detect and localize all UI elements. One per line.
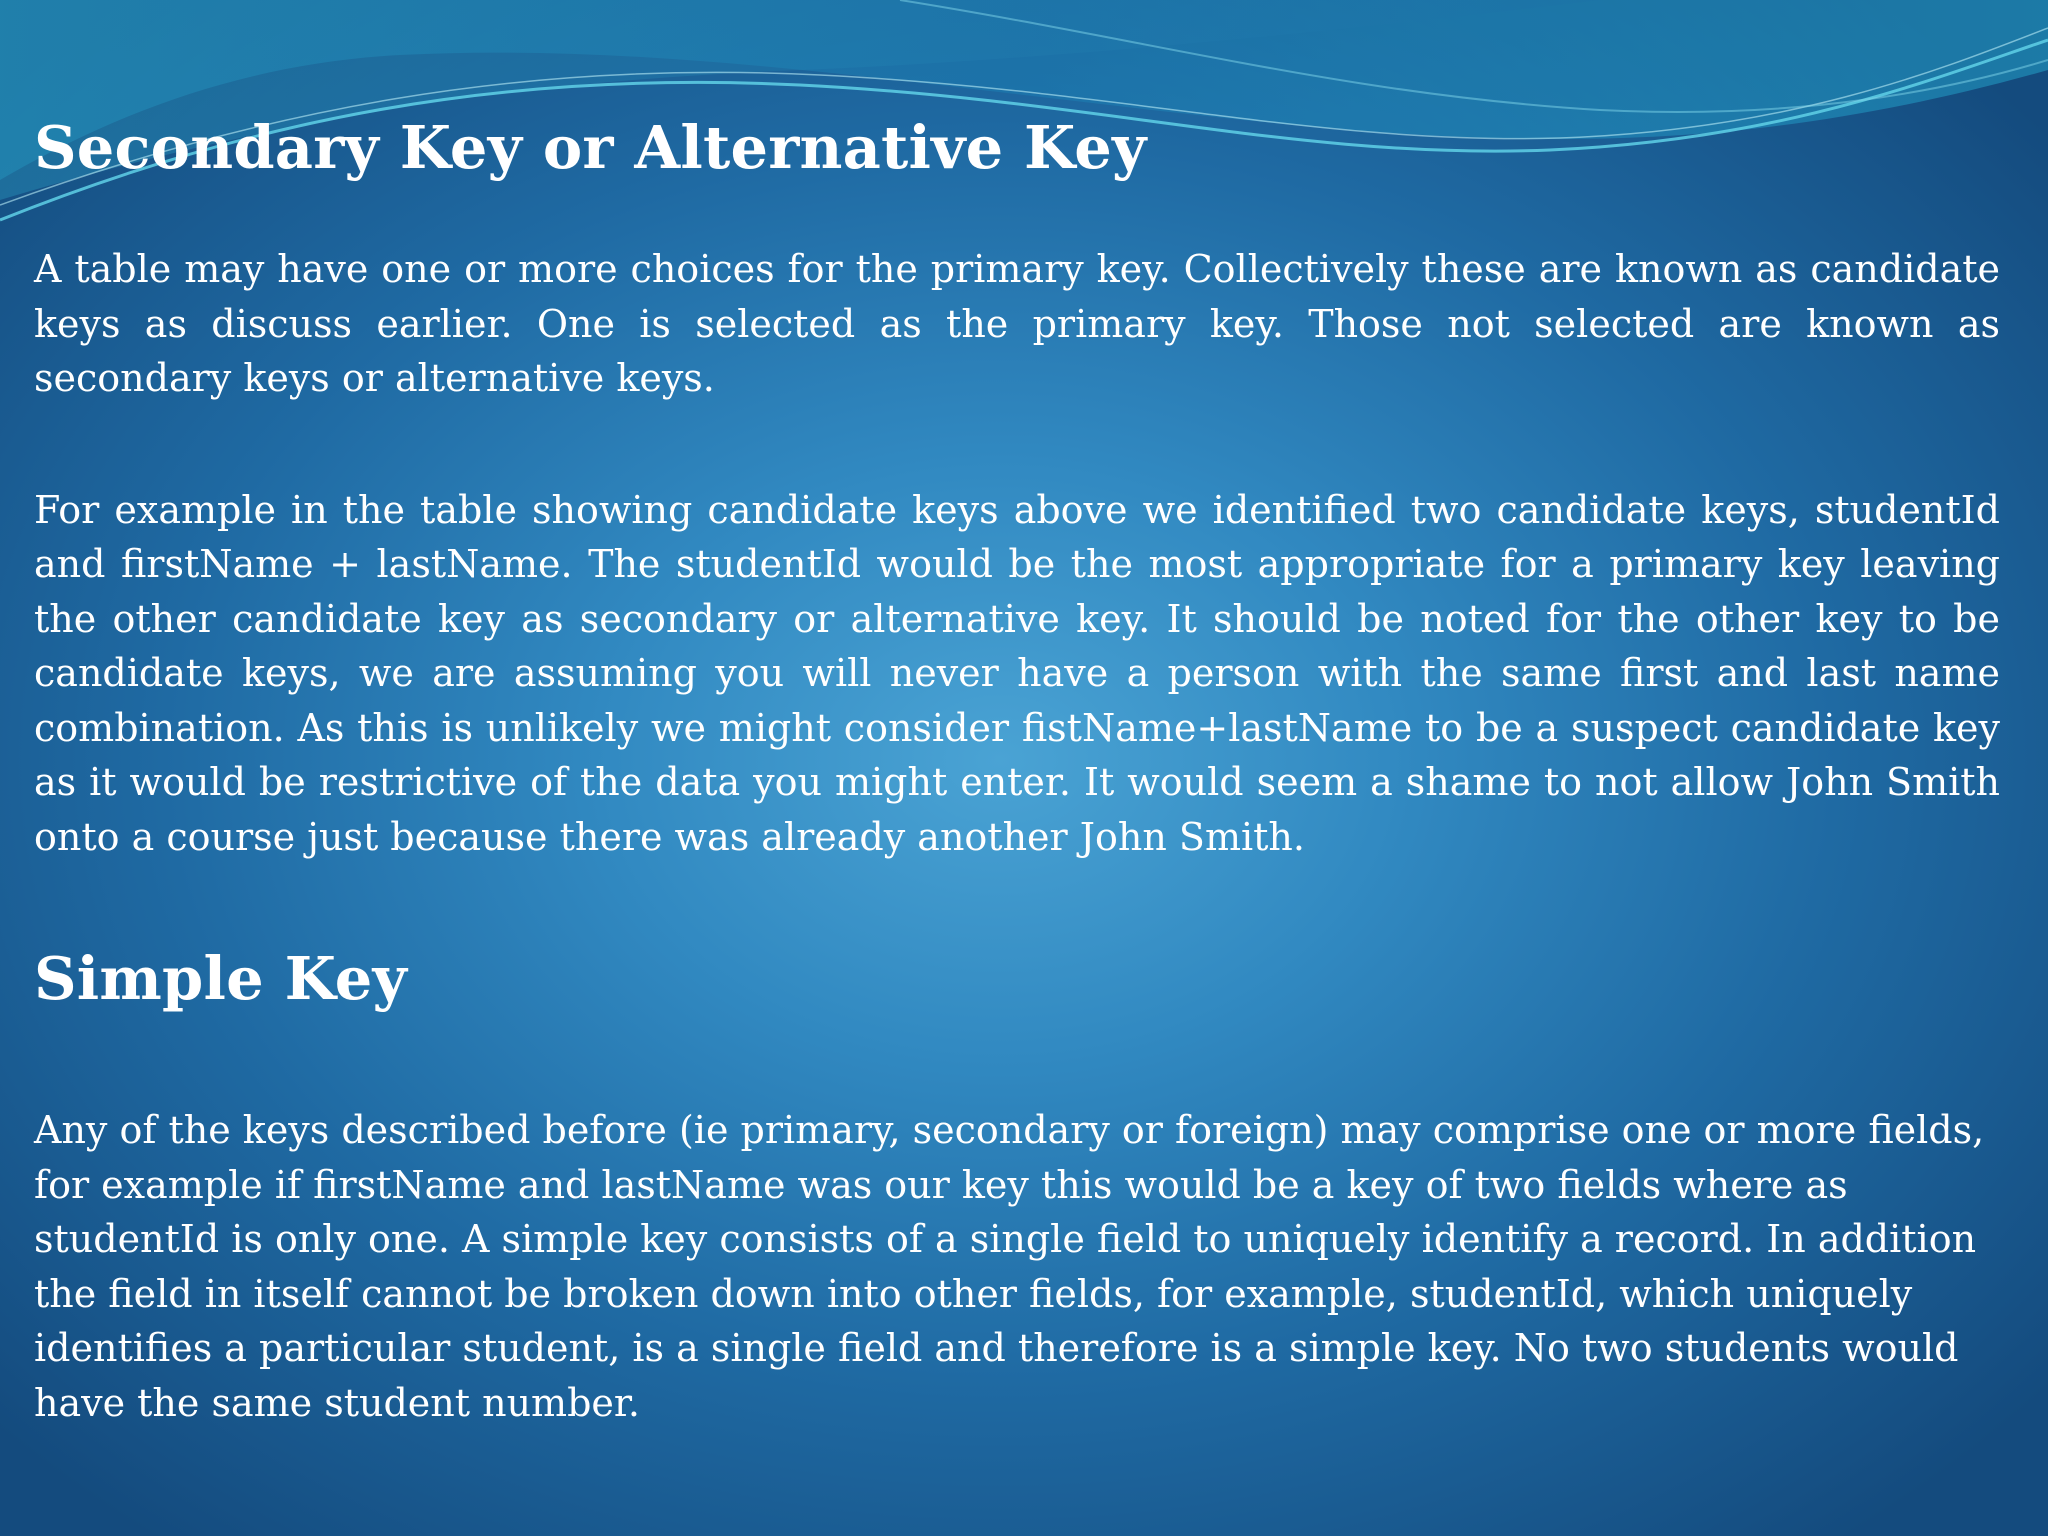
section-heading-simple-key: Simple Key [34, 944, 407, 1013]
paragraph-example-studentid: For example in the table showing candidate keys above we identified two candidate keys, studentId and firstName + lastName. The studentId would be the most appropriate for a primary key leaving the other candidate key as secondary or alternative key. It should be noted for the other key to be candidate keys, we are assuming you will never have a person with the same first and last name combination. As this is unlikely we might consider fistName+lastName to be a suspect candidate key as it would be restrictive of the data you might enter. It would seem a shame to not allow John Smith onto a course just because there was already another John Smith. [34, 487, 2000, 859]
section-heading-secondary-key: Secondary Key or Alternative Key [34, 113, 1147, 182]
slide-content [34, 112, 2000, 1430]
paragraph-simple-key: Any of the keys described before (ie primary, secondary or foreign) may comprise one or more fields, for example if firstName and lastName was our key this would be a key of two fields where as studentId is only one. A simple key consists of a single field to uniquely identify a record. In addition the field in itself cannot be broken down into other fields, for example, studentId, which uniquely identifies a particular student, is a single field and therefore is a simple key. No two students would have the same student number. [34, 1108, 1985, 1425]
paragraph-candidate-keys: A table may have one or more choices for the primary key. Collectively these are known as candidate keys as discuss earlier. One is selected as the primary key. Those not selected are known as secondary keys or alternative keys. [34, 247, 2000, 400]
